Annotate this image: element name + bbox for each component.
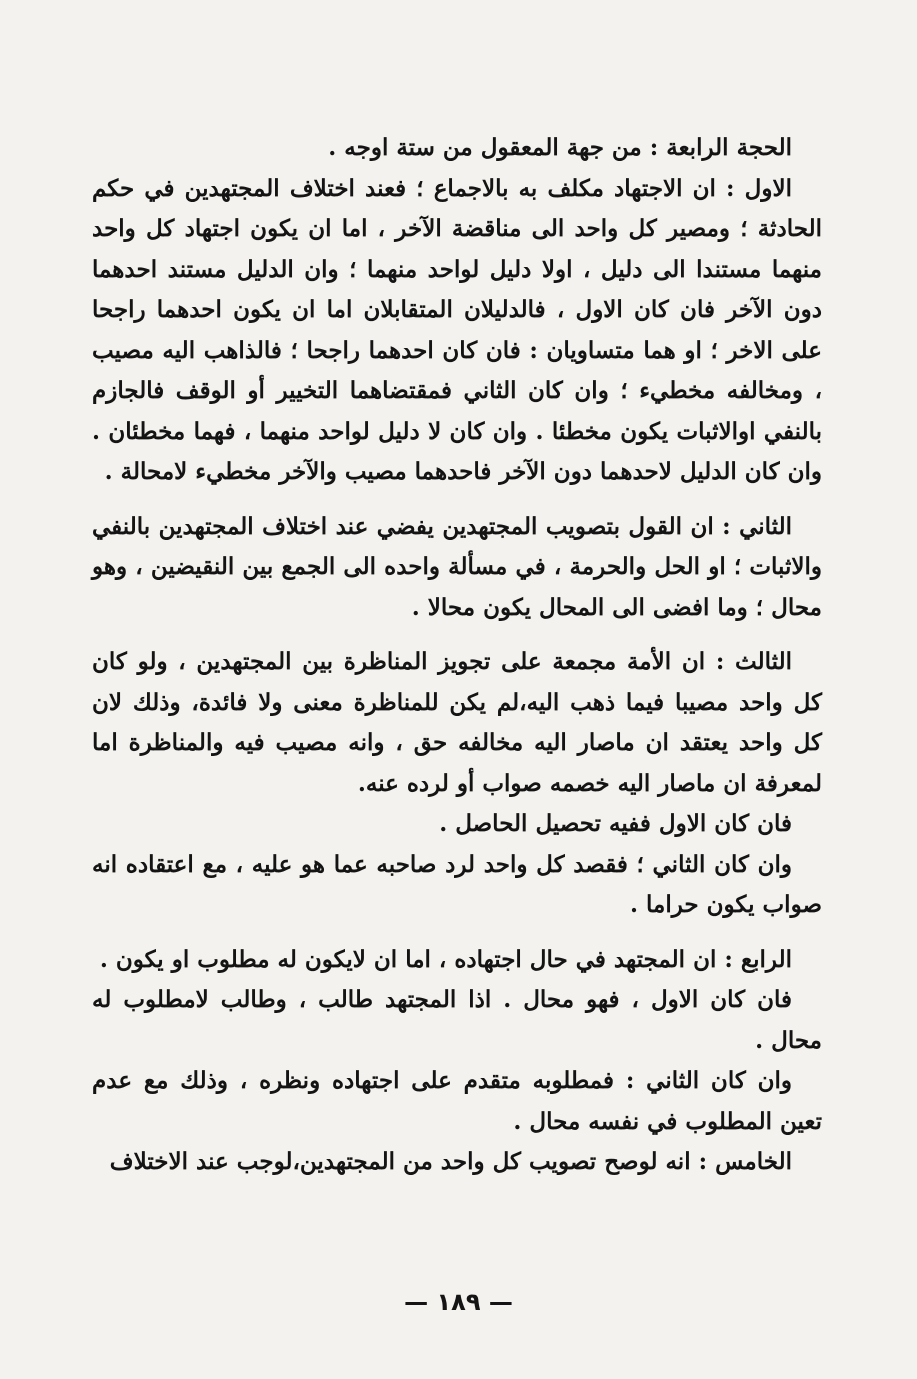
paragraph-fourth-second-case: وان كان الثاني : فمطلوبه متقدم على اجتهاده ونظره ، وذلك مع عدم تعين المطلوب في نفسه محال . — [92, 1067, 822, 1135]
page-number: — ١٨٩ — — [404, 1288, 513, 1316]
paragraph-fourth-first-case: فان كان الاول ، فهو محال . اذا المجتهد طالب ، وطالب لامطلوب له محال . — [92, 986, 822, 1054]
page-body — [92, 128, 822, 1183]
paragraph-third-first-case: فان كان الاول ففيه تحصيل الحاصل . — [439, 810, 792, 837]
paragraph-fourth-argument: الرابع : ان المجتهد في حال اجتهاده ، اما ان لايكون له مطلوب او يكون . — [99, 945, 792, 973]
paragraph-first-argument: الاول : ان الاجتهاد مكلف به بالاجماع ؛ فعند اختلاف المجتهدين في حكم الحادثة ؛ ومصير كل واحد الى مناقضة الآخر ، اما ان يكون اجتهاد كل واحد منهما مستندا الى دليل ، اولا دليل لواحد منهما ؛ وان الدليل مستند احدهما دون الآخر فان كان الاول ، فالدليلان المتقابلان اما ان يكون احدهما راجحا على الاخر ؛ او هما متساويان : فان كان احدهما راجحا ؛ فالذاهب اليه مصيب ، ومخالفه مخطيء ؛ وان كان الثاني فمقتضاهما التخيير أو الوقف فالجازم بالنفي اوالاثبات يكون مخطئا . وان كان لا دليل لواحد منهما ، فهما مخطئان . وان كان الدليل لاحدهما دون الآخر فاحدهما مصيب والآخر مخطيء لامحالة . — [92, 174, 822, 485]
paragraph-third-argument: الثالث : ان الأمة مجمعة على تجويز المناظرة بين المجتهدين ، ولو كان كل واحد مصيبا فيما ذهب اليه،لم يكن للمناظرة معنى ولا فائدة، وذلك لان كل واحد يعتقد ان ماصار اليه مخالفه حق ، وانه مصيب فيه والمناظرة اما لمعرفة ان ماصار اليه خصمه صواب أو لرده عنه. — [92, 648, 822, 797]
paragraph-fifth-argument: الخامس : انه لوصح تصويب كل واحد من المجتهدين،لوجب عند الاختلاف — [109, 1148, 792, 1175]
paragraph-second-argument: الثاني : ان القول بتصويب المجتهدين يفضي عند اختلاف المجتهدين بالنفي والاثبات ؛ او الحل والحرمة ، في مسألة واحده الى الجمع بين النقيضين ، وهو محال ؛ وما افضى الى المحال يكون محالا . — [92, 512, 822, 621]
section-heading: الحجة الرابعة : من جهة المعقول من ستة اوجه . — [328, 134, 792, 161]
paragraph-third-second-case: وان كان الثاني ؛ فقصد كل واحد لرد صاحبه عما هو عليه ، مع اعتقاده انه صواب يكون حراما . — [92, 850, 822, 918]
